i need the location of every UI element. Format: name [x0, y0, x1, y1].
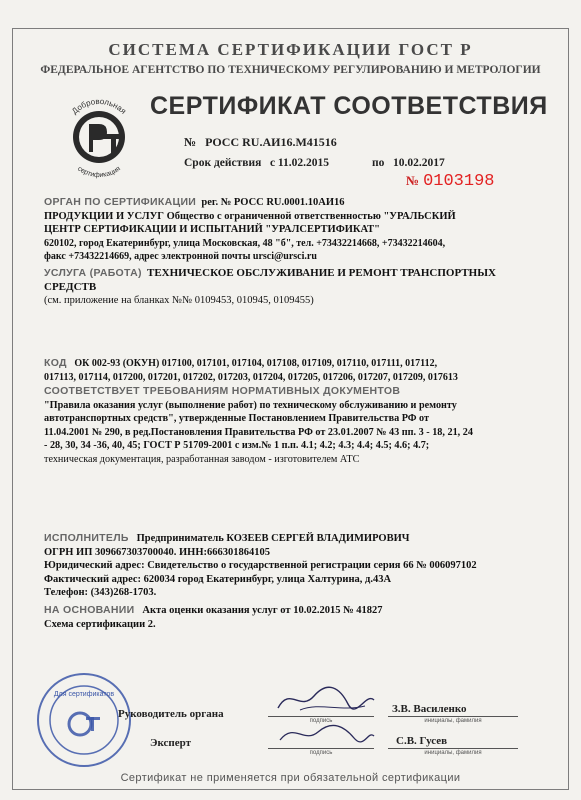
from-date: 11.02.2015 [277, 157, 330, 169]
conformity-line2: автотранспортных средств", утвержденные Постановлением Правительства РФ от [44, 413, 430, 425]
head-name-line [388, 716, 518, 717]
service-label: УСЛУГА (РАБОТА) [44, 267, 142, 279]
serial-value: 0103198 [423, 172, 495, 191]
conformity-line4: - 28, 30, 34 -36, 40, 45; ГОСТ Р 51709-2001 с изм.№ 1 п.п. 4.1; 4.2; 4.3; 4.4; 4.5; 4.6; 4.7; [44, 440, 430, 452]
conformity-line3: 11.04.2001 № 290, в ред.Постановления Правительства РФ от 23.01.2007 № 43 пп. 3 - 18, 21, 24 [44, 426, 473, 438]
footer-note: Сертификат не применяется при обязательной сертификации [120, 772, 461, 784]
organ-line5: факс +73432214669, адрес электронной почты ursci@ursci.ru [44, 251, 317, 263]
head-name-caption: инициалы, фамилия [424, 718, 482, 724]
organ-line3: ЦЕНТР СЕРТИФИКАЦИИ И ИСПЫТАНИЙ "УРАЛСЕРТИФИКАТ" [44, 224, 380, 236]
basis-line2: Схема сертификации 2. [44, 618, 156, 630]
service-line2: СРЕДСТВ [44, 280, 97, 293]
basis-line1: Акта оценки оказания услуг от 10.02.2015 № 41827 [142, 605, 383, 616]
service-line1: ТЕХНИЧЕСКОЕ ОБСЛУЖИВАНИЕ И РЕМОНТ ТРАНСПОРТНЫХ [147, 267, 496, 279]
certificate-number-row [184, 135, 337, 150]
head-signature [270, 682, 380, 718]
certificate-number: РОСС RU.АИ16.М41516 [205, 135, 337, 149]
executor-line3: Юридический адрес: Свидетельство о государственной регистрации серия 66 № 006097102 [44, 560, 477, 572]
expert-sig-caption: подпись [309, 750, 333, 756]
expert-signature [270, 716, 380, 752]
expert-label: Эксперт [150, 737, 192, 749]
head-name: З.В. Василенко [392, 703, 467, 715]
executor-section [44, 532, 477, 600]
agency-title: ФЕДЕРАЛЬНОЕ АГЕНТСТВО ПО ТЕХНИЧЕСКОМУ РЕГУЛИРОВАНИЮ И МЕТРОЛОГИИ [40, 64, 541, 76]
from-label: с [269, 157, 276, 169]
organ-line1: рег. № РОСС RU.0001.10АИ16 [201, 197, 345, 208]
code-line1: ОК 002-93 (ОКУН) 017100, 017101, 017104, 017108, 017109, 017110, 017111, 017112, [74, 358, 438, 369]
code-label: КОД [44, 357, 67, 369]
system-title: СИСТЕМА СЕРТИФИКАЦИИ ГОСТ Р [108, 40, 473, 59]
executor-line4: Фактический адрес: 620034 город Екатеринбург, улица Халтурина, д.43А [44, 573, 392, 585]
executor-label: ИСПОЛНИТЕЛЬ [44, 532, 129, 544]
to-date: 10.02.2017 [393, 157, 445, 169]
blue-stamp [34, 670, 134, 770]
executor-line2: ОГРН ИП 309667303700040. ИНН:666301864105 [44, 546, 271, 558]
rst-logo [56, 94, 142, 180]
service-section [44, 267, 496, 308]
code-line2: 017113, 017114, 017200, 017201, 017202, 017203, 017204, 017205, 017206, 017207, 017209, 017613 [44, 371, 458, 383]
service-line3: (см. приложение на бланках №№ 0109453, 010945, 0109455) [44, 295, 314, 307]
svg-text:сертификация: сертификация [76, 165, 122, 180]
validity-to [372, 157, 445, 169]
conformity-label: СООТВЕТСТВУЕТ ТРЕБОВАНИЯМ НОРМАТИВНЫХ ДОКУМЕНТОВ [44, 385, 401, 397]
executor-line5: Телефон: (343)268-1703. [44, 587, 157, 599]
certificate-title: СЕРТИФИКАТ СООТВЕТСТВИЯ [150, 92, 548, 120]
executor-line1: Предприниматель КОЗЕЕВ СЕРГЕЙ ВЛАДИМИРОВИЧ [136, 533, 410, 544]
conformity-line1: "Правила оказания услуг (выполнение работ) по техническому обслуживанию и ремонту [44, 399, 457, 411]
validity-label: Срок действия [184, 157, 262, 169]
conformity-line5: техническая документация, разработанная заводом - изготовителем АТС [44, 453, 360, 465]
head-label: Руководитель органа [118, 708, 224, 720]
organ-label: ОРГАН ПО СЕРТИФИКАЦИИ [44, 196, 197, 208]
to-label: по [372, 157, 385, 169]
expert-name: С.В. Гусев [396, 735, 448, 747]
serial-number [406, 172, 495, 191]
svg-text:Для сертификатов: Для сертификатов [53, 691, 115, 698]
svg-text:Добровольная: Добровольная [70, 96, 128, 116]
validity-row [184, 157, 329, 169]
head-sig-caption: подпись [309, 718, 333, 724]
expert-sig-line [268, 748, 374, 749]
expert-name-line [388, 748, 518, 749]
organ-section [44, 196, 456, 264]
code-section [44, 357, 458, 384]
number-label: № [184, 135, 197, 149]
organ-line4: 620102, город Екатеринбург, улица Московская, 48 "б", тел. +73432214668, +73432214604, [44, 237, 446, 249]
basis-section [44, 604, 383, 631]
serial-label: № [406, 173, 420, 188]
basis-label: НА ОСНОВАНИИ [44, 604, 135, 616]
conformity-section [44, 385, 473, 467]
organ-line2: ПРОДУКЦИИ И УСЛУГ Общество с ограниченной ответственностью "УРАЛЬСКИЙ [44, 210, 456, 222]
expert-name-caption: инициалы, фамилия [424, 750, 482, 756]
